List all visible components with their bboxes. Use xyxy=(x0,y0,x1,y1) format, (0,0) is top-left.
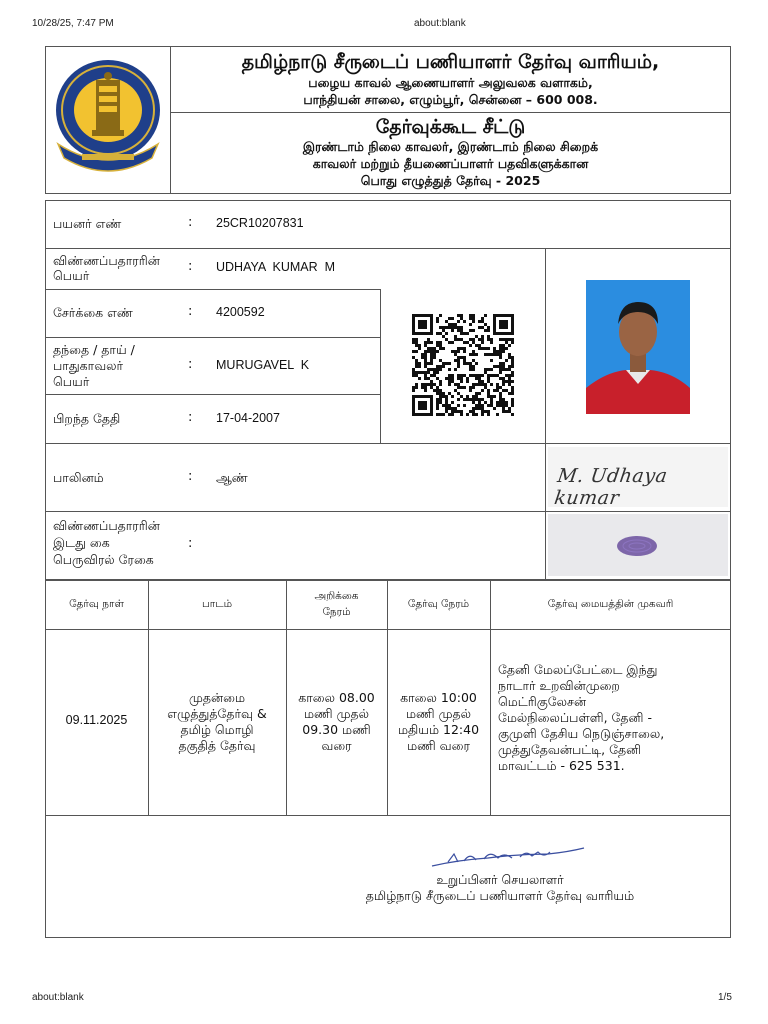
subject-line-4: தகுதித் தேர்வு xyxy=(178,738,256,753)
address-line-2: பாந்தியன் சாலை, எழும்பூர், சென்னை – 600 008. xyxy=(303,92,598,107)
gender-label: பாலினம் xyxy=(53,470,104,485)
exam-time-line-3: மதியம் 12:40 xyxy=(397,722,480,737)
subtitle-line-3: பொது எழுத்துத் தேர்வு - 2025 xyxy=(360,173,541,188)
thumb-label-line-1: விண்ணப்பதாரரின் xyxy=(53,518,160,533)
report-time-line-4: வரை xyxy=(321,738,352,753)
exam-time-line-1: காலை 10:00 xyxy=(400,690,477,705)
dob-colon: : xyxy=(188,410,193,425)
secretary-title-line-1: உறுப்பினர் செயலாளர் xyxy=(436,872,564,887)
print-timestamp: 10/28/25, 7:47 PM xyxy=(32,18,114,29)
parent-colon: : xyxy=(188,357,193,372)
subtitle-line-1: இரண்டாம் நிலை காவலர், இரண்டாம் நிலை சிறைக் xyxy=(302,139,599,154)
roll-number-colon: : xyxy=(188,215,193,230)
reg-number-label: சேர்க்கை எண் xyxy=(53,305,133,320)
subject-line-2: எழுத்துத்தேர்வு & xyxy=(167,706,267,721)
print-footer-url: about:blank xyxy=(32,992,84,1003)
venue-line-1: தேனி மேலப்பேட்டை இந்து xyxy=(498,662,658,677)
org-name: தமிழ்நாடு சீருடைப் பணியாளர் தேர்வு வாரியம், xyxy=(241,51,660,73)
exam-time-line-2: மணி முதல் xyxy=(405,706,472,721)
header-report-time-line-2: நேரம் xyxy=(322,606,351,618)
parent-label-line-3: பெயர் xyxy=(53,374,90,389)
venue-line-6: முத்துதேவன்பட்டி, தேனி xyxy=(498,742,642,757)
doc-title: தேர்வுக்கூட சீட்டு xyxy=(375,116,526,138)
dob-label: பிறந்த தேதி xyxy=(53,411,121,426)
venue-line-7: மாவட்டம் - 625 531. xyxy=(498,758,625,773)
thumb-colon: : xyxy=(188,536,193,551)
report-time-line-3: 09.30 மணி xyxy=(302,722,371,737)
exam-time-line-4: மணி வரை xyxy=(407,738,470,753)
gender-colon: : xyxy=(188,469,193,484)
header-exam-time: தேர்வு நேரம் xyxy=(407,598,470,610)
dob-value: 17-04-2007 xyxy=(216,411,280,425)
candidate-name-value: UDHAYA KUMAR M xyxy=(216,260,335,274)
header-exam-date: தேர்வு நாள் xyxy=(69,598,124,610)
name-label-line-1: விண்ணப்பதாரரின் xyxy=(53,253,160,268)
reg-number-colon: : xyxy=(188,304,193,319)
name-colon: : xyxy=(188,259,193,274)
roll-number-label: பயனர் எண் xyxy=(53,216,122,231)
subject-line-3: தமிழ் மொழி xyxy=(180,722,254,737)
report-time-line-2: மணி முதல் xyxy=(303,706,370,721)
candidate-signature xyxy=(548,447,728,507)
secretary-signature xyxy=(428,846,588,872)
parent-label-line-1: தந்தை / தாய் / xyxy=(53,342,135,357)
thumb-label-line-2: இடது கை xyxy=(53,535,110,550)
parent-label-line-2: பாதுகாவலர் xyxy=(53,358,124,373)
subject-line-1: முதன்மை xyxy=(188,690,246,705)
thumb-label-line-3: பெருவிரல் ரேகை xyxy=(53,552,154,567)
gender-value: ஆண் xyxy=(216,470,248,485)
venue-line-4: மேல்நிலைப்பள்ளி, தேனி - xyxy=(498,710,652,725)
header-subject: பாடம் xyxy=(201,598,233,610)
header-venue: தேர்வு மையத்தின் முகவரி xyxy=(547,598,674,610)
name-label-line-2: பெயர் xyxy=(53,268,90,283)
signature-text: M. Udhaya kumar xyxy=(552,465,669,509)
subtitle-line-2: காவலர் மற்றும் தீயணைப்பாளர் பதவிகளுக்கான xyxy=(312,156,589,171)
qr-code xyxy=(412,314,514,418)
venue-line-3: மெட்ரிகுலேசன் xyxy=(498,694,587,709)
exam-date-value: 09.11.2025 xyxy=(65,713,128,727)
venue-line-2: நாடார் உறவின்முறை xyxy=(498,678,620,693)
reg-number-value: 4200592 xyxy=(216,305,265,319)
print-tab-title: about:blank xyxy=(414,18,466,29)
tnusrb-emblem-icon xyxy=(52,58,164,182)
venue-line-5: குமுளி தேசிய நெடுஞ்சாலை, xyxy=(498,726,665,741)
address-line-1: பழைய காவல் ஆணையாளர் அலுவலக வளாகம், xyxy=(308,75,593,90)
parent-name-value: MURUGAVEL K xyxy=(216,358,310,372)
roll-number-value: 25CR10207831 xyxy=(216,216,304,230)
header-report-time-line-1: அறிக்கை xyxy=(314,590,359,602)
candidate-photo xyxy=(586,280,690,414)
secretary-title-line-2: தமிழ்நாடு சீருடைப் பணியாளர் தேர்வு வாரியம் xyxy=(365,888,635,903)
report-time-line-1: காலை 08.00 xyxy=(298,690,375,705)
print-page-count: 1/5 xyxy=(718,992,732,1003)
thumb-impression xyxy=(548,514,728,576)
